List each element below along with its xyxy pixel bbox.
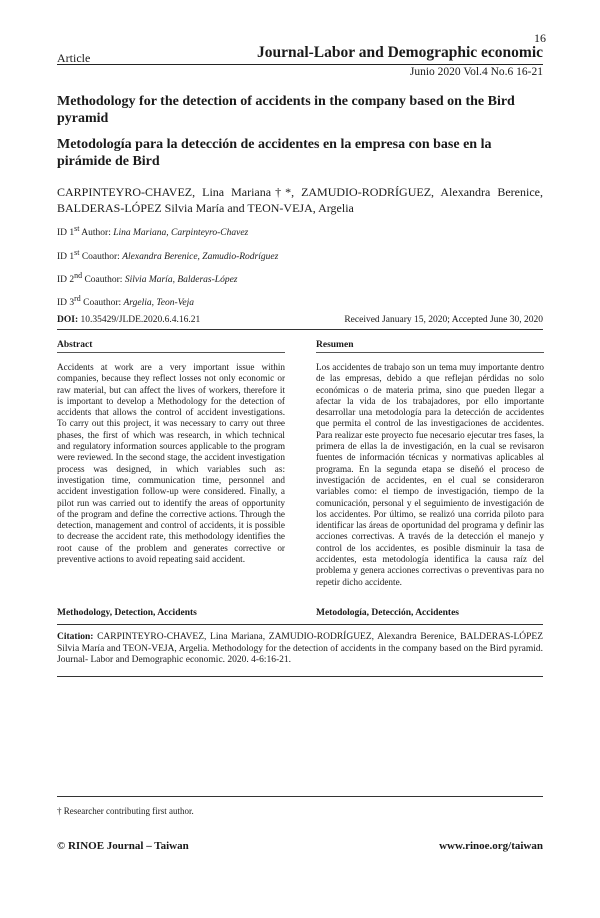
citation [57,632,543,667]
id-name: Alexandra Berenice, Zamudio-Rodríguez [122,252,279,263]
resumen-heading: Resumen [316,340,354,350]
title-spanish: Metodología para la detección de accidentes en la empresa con base en la pirámide de Bird [57,137,492,169]
id-role: Coauthor: [80,298,124,309]
resumen-heading-rule [316,352,544,353]
section-divider [57,676,543,677]
id-ordinal: st [74,248,80,257]
page-number: 16 [534,31,546,45]
author-id-line [57,248,278,262]
citation-label: Citation: [57,632,94,642]
journal-title: Journal-Labor and Demographic economic [256,44,543,61]
id-ordinal: rd [74,294,81,303]
abstract-heading: Abstract [57,340,93,350]
id-ordinal: st [74,224,80,233]
abstract-heading-rule [57,352,285,353]
id-prefix: ID 1 [57,252,75,263]
id-role: Coauthor: [79,252,123,263]
footer-website: www.rinoe.org/taiwan [439,840,543,852]
author-id-line [57,294,194,308]
resumen-text: Los accidentes de trabajo son un tema muy importante dentro de las empresas, debido a que reflejan pérdidas no solo económicas o de materia prima, sino que pueden llegar a afectar la vida de los trabajadores, por ello importante desarrollar una metodología para la detección de accidentes que permita el control de las investigaciones de accidentes. Para realizar este proyecto fue necesario ejecutar tres fases, la primera de ellas la de investigación, en la cual se revisaron fuentes de información técnicas y normativas aplicables al programa. En la segunda etapa se diseñó el proceso de investigación de accidentes, en el cual se consideraron variables como: el tiempo de investigación, tiempo de la comunicación, personal y el seguimiento de investigación de los accidentes. Por último, se realizó una corrida piloto para identificar las áreas de oportunidad del programa y definir las acciones correctivas. A través de la detección el manejo y control de los accidentes, es posible disminuir la tasa de accidentes, esta metodología identifica la causa raíz del problema y genera acciones correctivas o preventivas para no repetir dicho accidente. [316,362,544,587]
id-prefix: ID 2 [57,275,75,286]
section-divider [57,329,543,330]
id-role: Coauthor: [82,275,125,286]
keywords-english: Methodology, Detection, Accidents [57,608,197,618]
footer-publisher: © RINOE Journal – Taiwan [57,840,189,852]
issue-info: Junio 2020 Vol.4 No.6 16-21 [409,66,543,78]
doi [57,315,200,325]
id-ordinal: nd [74,271,83,280]
citation-text: CARPINTEYRO-CHAVEZ, Lina Mariana, ZAMUDIO-RODRÍGUEZ, Alexandra Berenice, BALDERAS-LÓPEZ Silvia María and TEON-VEJA, Argelia. Methodology for the detection of accidents in the company based on the Bird pyramid. Journal- Labor and Demographic economic. 2020. 4-6:16-21. [57,632,543,666]
keywords-spanish: Metodología, Detección, Accidentes [316,608,459,618]
footnote: † Researcher contributing first author. [57,806,194,816]
section-divider [57,624,543,625]
id-name: Argelia, Teon-Veja [123,298,195,309]
id-prefix: ID 3 [57,298,75,309]
id-name: Silvia María, Balderas-López [124,275,238,286]
id-role: Author: [79,228,114,239]
doi-label: DOI: [57,315,79,325]
header-divider [57,64,543,65]
id-name: Lina Mariana, Carpinteyro-Chavez [113,228,249,239]
abstract-text: Accidents at work are a very important issue within companies, because they reflect losses not only economic or raw material, but can affect the lives of workers, therefore it is important to develop a Methodology for the detection of accidents that allows the control of accident investigations. To carry out this project, it was necessary to carry out three phases, the first of which was research, in which technical and regulatory information sources applicable to the program were reviewed. In the second stage, the accident investigation process was designed, in which variables such as: investigation time, communication time, personnel and accident investigation follow-up were considered. Finally, a pilot run was carried out to identify the areas of opportunity of the program and define the corrective actions. Through the detection, management and control of accidents, it is possible to decrease the accident rate, this methodology identifies the root cause of the problem and generates corrective or preventive actions to avoid repeating said accident. [57,362,285,565]
received-dates: Received January 15, 2020; Accepted June 30, 2020 [344,315,543,325]
author-list: CARPINTEYRO-CHAVEZ, Lina Mariana†*, ZAMUDIO-RODRÍGUEZ, Alexandra Berenice, BALDERAS-LÓPEZ Silvia María and TEON-VEJA, Argelia [57,185,543,215]
author-id-line [57,224,248,238]
author-id-line [57,271,238,285]
doi-value: 10.35429/JLDE.2020.6.4.16.21 [78,315,201,325]
footnote-divider [57,796,543,797]
title-english: Methodology for the detection of accidents in the company based on the Bird pyramid [57,94,515,126]
article-label: Article [57,51,91,65]
id-prefix: ID 1 [57,228,75,239]
